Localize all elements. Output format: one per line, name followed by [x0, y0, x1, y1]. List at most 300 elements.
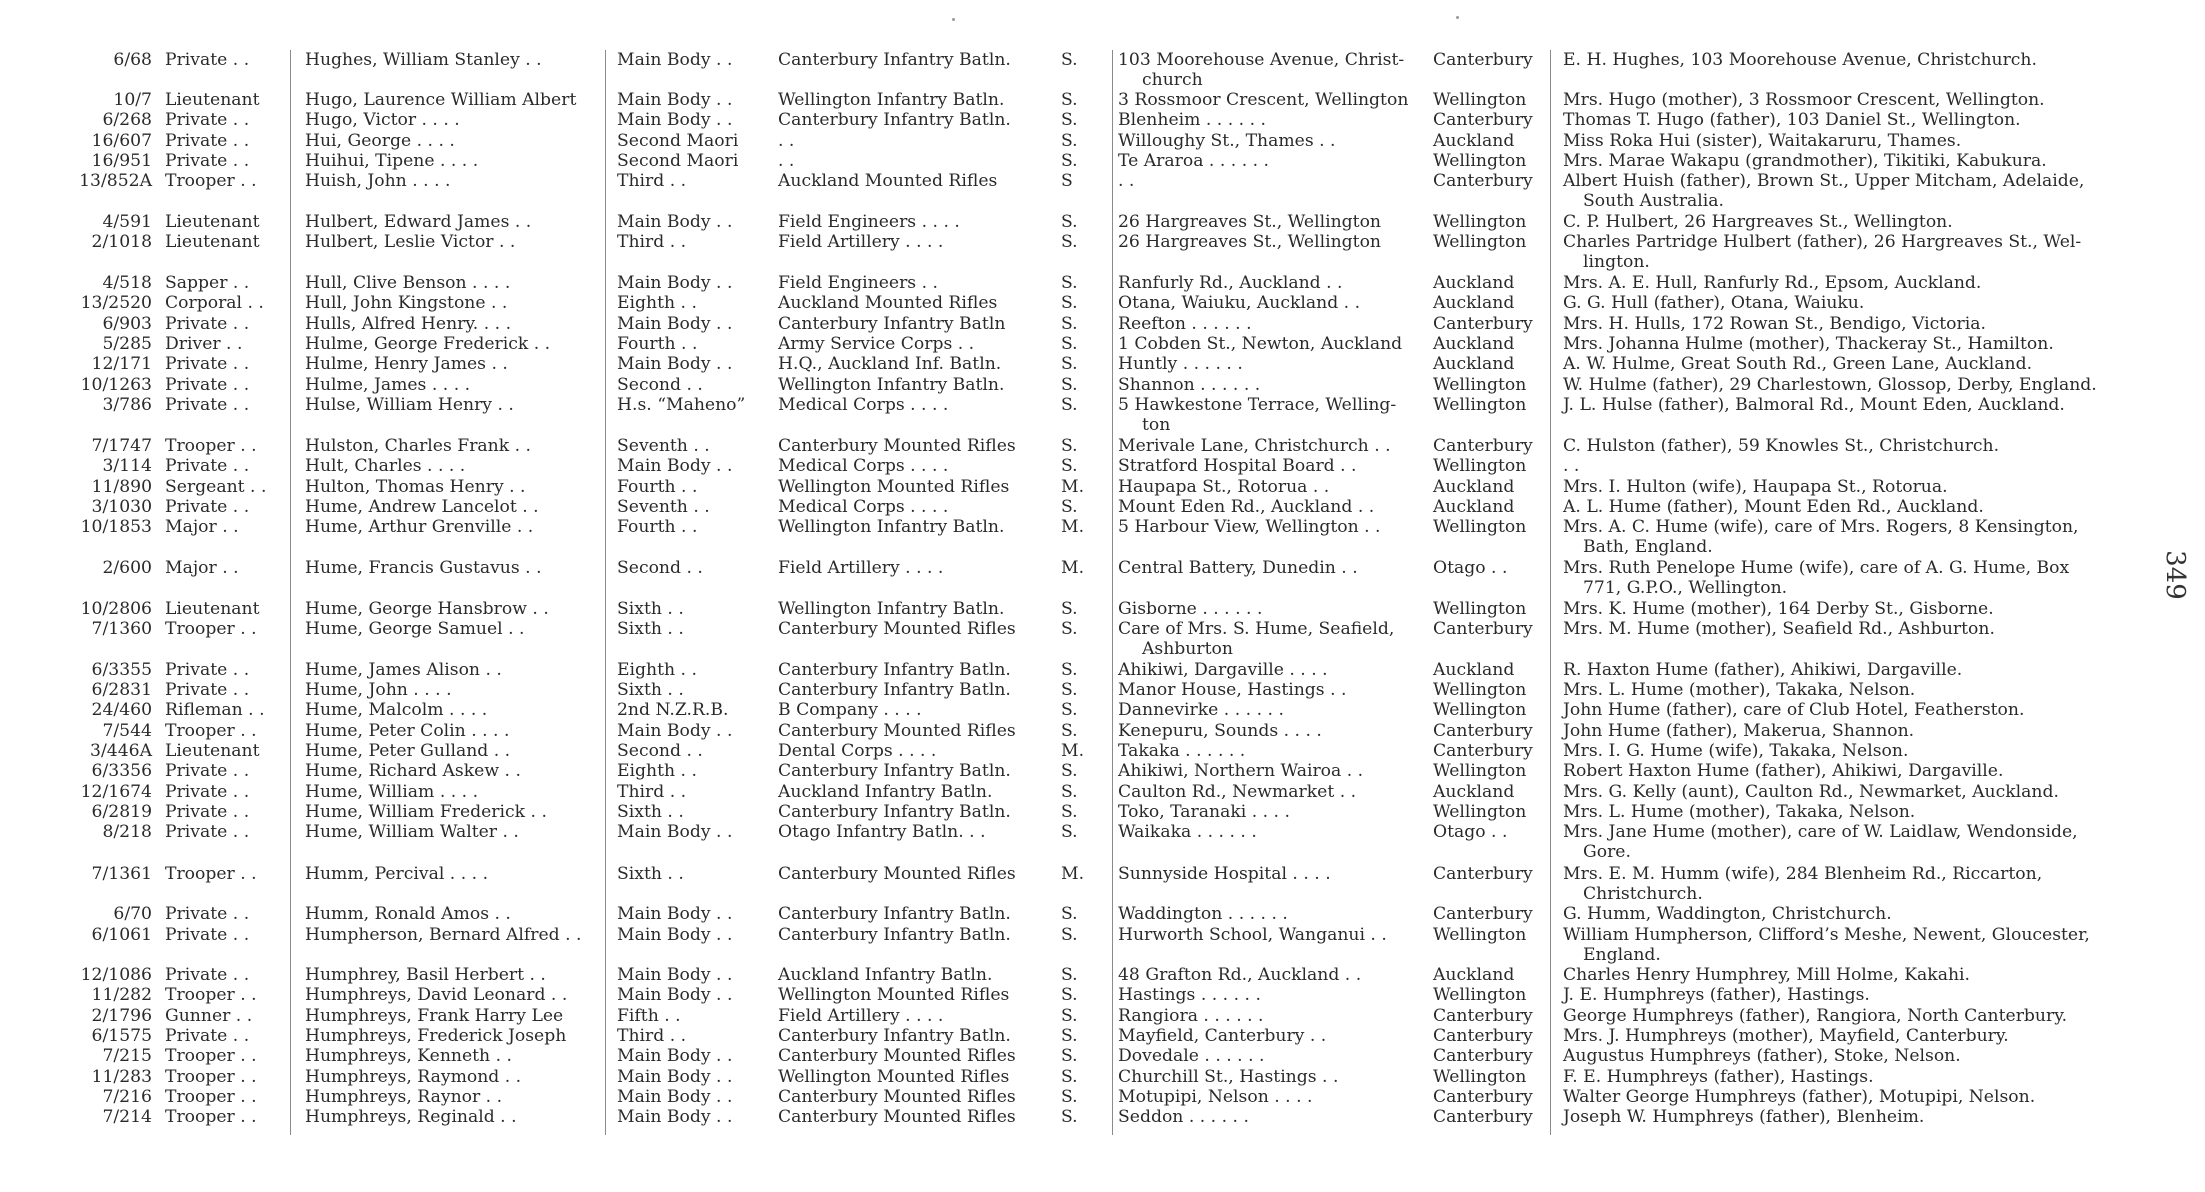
cell-rank: Trooper . .: [165, 985, 257, 1005]
cell-draft: Second . .: [617, 741, 703, 761]
cell-kin: George Humphreys (father), Rangiora, North Canterbury.: [1563, 1006, 2068, 1026]
cell-kin-continued: Gore.: [1583, 842, 1631, 862]
cell-rank: Private . .: [165, 904, 250, 924]
cell-name: Hume, Arthur Grenville . .: [305, 517, 534, 537]
cell-rank: Driver . .: [165, 334, 243, 354]
cell-addr: Ahikiwi, Dargaville . . . .: [1118, 660, 1328, 680]
cell-dist: Wellington: [1433, 232, 1527, 252]
table-row: [0, 680, 2205, 700]
cell-addr: Toko, Taranaki . . . .: [1118, 802, 1290, 822]
cell-kin: John Hume (father), care of Club Hotel, Featherston.: [1563, 700, 2025, 720]
table-row: [0, 334, 2205, 354]
cell-unit: Canterbury Infantry Batln.: [778, 50, 1011, 70]
cell-rank: Private . .: [165, 965, 250, 985]
cell-ms: S.: [1061, 761, 1078, 781]
cell-dist: Auckland: [1433, 477, 1515, 497]
cell-draft: Main Body . .: [617, 273, 733, 293]
cell-addr: Seddon . . . . . .: [1118, 1107, 1249, 1127]
cell-ms: S.: [1061, 90, 1078, 110]
table-row: [0, 660, 2205, 680]
cell-addr: Sunnyside Hospital . . . .: [1118, 864, 1331, 884]
cell-addr: Mount Eden Rd., Auckland . .: [1118, 497, 1375, 517]
table-row: [0, 822, 2205, 862]
cell-draft: Main Body . .: [617, 1107, 733, 1127]
cell-dist: Otago . .: [1433, 558, 1508, 578]
cell-unit: Canterbury Mounted Rifles: [778, 1046, 1016, 1066]
cell-unit: Dental Corps . . . .: [778, 741, 937, 761]
cell-dist: Wellington: [1433, 700, 1527, 720]
cell-ms: S.: [1061, 721, 1078, 741]
cell-draft: Main Body . .: [617, 904, 733, 924]
table-row: [0, 517, 2205, 557]
table-row: [0, 1067, 2205, 1087]
cell-ms: S.: [1061, 1046, 1078, 1066]
cell-dist: Canterbury: [1433, 721, 1533, 741]
cell-name: Hulbert, Leslie Victor . .: [305, 232, 516, 252]
cell-name: Hulbert, Edward James . .: [305, 212, 532, 232]
cell-kin: Mrs. Jane Hume (mother), care of W. Laidlaw, Wendonside,: [1563, 822, 2078, 842]
cell-ms: S.: [1061, 680, 1078, 700]
cell-ms: S.: [1061, 619, 1078, 639]
cell-ms: M.: [1061, 517, 1085, 537]
table-row: [0, 50, 2205, 90]
cell-name: Hugo, Laurence William Albert: [305, 90, 577, 110]
cell-draft: Second Maori: [617, 131, 739, 151]
cell-kin: Mrs. I. Hulton (wife), Haupapa St., Rotorua.: [1563, 477, 1948, 497]
cell-kin: G. G. Hull (father), Otana, Waiuku.: [1563, 293, 1865, 313]
cell-addr: Reefton . . . . . .: [1118, 314, 1252, 334]
cell-addr-continued: church: [1142, 70, 1203, 90]
cell-num: 6/68: [113, 50, 152, 70]
cell-name: Hulme, James . . . .: [305, 375, 471, 395]
cell-kin: Mrs. K. Hume (mother), 164 Derby St., Gisborne.: [1563, 599, 1994, 619]
cell-name: Hull, Clive Benson . . . .: [305, 273, 511, 293]
cell-rank: Trooper . .: [165, 1087, 257, 1107]
cell-ms: M.: [1061, 558, 1085, 578]
cell-ms: S.: [1061, 334, 1078, 354]
cell-addr: 103 Moorehouse Avenue, Christ-: [1118, 50, 1405, 70]
table-row: [0, 212, 2205, 232]
cell-name: Humphreys, Raymond . .: [305, 1067, 522, 1087]
cell-rank: Private . .: [165, 395, 250, 415]
cell-unit: Field Artillery . . . .: [778, 232, 944, 252]
cell-unit: Medical Corps . . . .: [778, 456, 949, 476]
cell-num: 10/1853: [80, 517, 152, 537]
table-row: [0, 864, 2205, 904]
cell-num: 2/1018: [91, 232, 152, 252]
cell-ms: S.: [1061, 802, 1078, 822]
cell-unit: . .: [778, 131, 795, 151]
table-row: [0, 700, 2205, 720]
cell-kin: F. E. Humphreys (father), Hastings.: [1563, 1067, 1874, 1087]
cell-num: 6/1061: [91, 925, 152, 945]
cell-name: Humphreys, Kenneth . .: [305, 1046, 512, 1066]
table-row: [0, 741, 2205, 761]
cell-rank: Private . .: [165, 660, 250, 680]
cell-unit: Canterbury Infantry Batln: [778, 314, 1006, 334]
cell-num: 6/70: [113, 904, 152, 924]
cell-dist: Canterbury: [1433, 171, 1533, 191]
cell-draft: Fourth . .: [617, 517, 698, 537]
cell-dist: Auckland: [1433, 334, 1515, 354]
cell-rank: Major . .: [165, 558, 239, 578]
cell-dist: Wellington: [1433, 985, 1527, 1005]
cell-draft: Seventh . .: [617, 436, 710, 456]
cell-dist: Canterbury: [1433, 436, 1533, 456]
cell-addr: . .: [1118, 171, 1135, 191]
cell-ms: S.: [1061, 131, 1078, 151]
cell-ms: S.: [1061, 660, 1078, 680]
cell-unit: Canterbury Mounted Rifles: [778, 721, 1016, 741]
cell-dist: Canterbury: [1433, 1046, 1533, 1066]
cell-num: 6/903: [102, 314, 152, 334]
cell-kin-continued: England.: [1583, 945, 1661, 965]
cell-kin: Mrs. M. Hume (mother), Seafield Rd., Ashburton.: [1563, 619, 1995, 639]
cell-addr: Dovedale . . . . . .: [1118, 1046, 1265, 1066]
cell-kin: . .: [1563, 456, 1580, 476]
cell-addr: Gisborne . . . . . .: [1118, 599, 1263, 619]
cell-unit: Medical Corps . . . .: [778, 395, 949, 415]
cell-addr: Central Battery, Dunedin . .: [1118, 558, 1358, 578]
table-row: [0, 477, 2205, 497]
cell-name: Humphreys, David Leonard . .: [305, 985, 568, 1005]
cell-addr: Waddington . . . . . .: [1118, 904, 1288, 924]
cell-unit: Canterbury Mounted Rifles: [778, 864, 1016, 884]
cell-name: Hume, William . . . .: [305, 782, 479, 802]
cell-rank: Private . .: [165, 782, 250, 802]
cell-kin: Charles Partridge Hulbert (father), 26 Hargreaves St., Wel-: [1563, 232, 2082, 252]
cell-num: 12/1086: [80, 965, 152, 985]
cell-name: Hull, John Kingstone . .: [305, 293, 508, 313]
cell-kin: Miss Roka Hui (sister), Waitakaruru, Thames.: [1563, 131, 1962, 151]
cell-ms: S.: [1061, 925, 1078, 945]
table-row: [0, 232, 2205, 272]
cell-rank: Private . .: [165, 497, 250, 517]
cell-ms: S: [1061, 171, 1073, 191]
cell-rank: Corporal . .: [165, 293, 264, 313]
cell-addr: 26 Hargreaves St., Wellington: [1118, 232, 1381, 252]
cell-rank: Private . .: [165, 761, 250, 781]
cell-rank: Private . .: [165, 131, 250, 151]
cell-draft: Main Body . .: [617, 965, 733, 985]
cell-addr: Mayfield, Canterbury . .: [1118, 1026, 1327, 1046]
cell-draft: Eighth . .: [617, 761, 697, 781]
cell-num: 7/214: [102, 1107, 152, 1127]
cell-ms: S.: [1061, 456, 1078, 476]
cell-name: Hume, George Samuel . .: [305, 619, 525, 639]
table-row: [0, 375, 2205, 395]
cell-draft: Main Body . .: [617, 1087, 733, 1107]
cell-dist: Otago . .: [1433, 822, 1508, 842]
cell-dist: Canterbury: [1433, 1006, 1533, 1026]
cell-addr: Otana, Waiuku, Auckland . .: [1118, 293, 1361, 313]
table-row: [0, 904, 2205, 924]
cell-rank: Trooper . .: [165, 436, 257, 456]
cell-ms: M.: [1061, 741, 1085, 761]
table-row: [0, 436, 2205, 456]
cell-ms: S.: [1061, 232, 1078, 252]
cell-kin: Joseph W. Humphreys (father), Blenheim.: [1563, 1107, 1925, 1127]
cell-draft: Second . .: [617, 558, 703, 578]
cell-addr: Stratford Hospital Board . .: [1118, 456, 1357, 476]
cell-name: Humphreys, Frederick Joseph: [305, 1026, 567, 1046]
cell-kin: Mrs. Marae Wakapu (grandmother), Tikitiki, Kabukura.: [1563, 151, 2047, 171]
speck: [1456, 16, 1459, 19]
cell-ms: S.: [1061, 1006, 1078, 1026]
cell-unit: Wellington Mounted Rifles: [778, 985, 1010, 1005]
cell-addr: 3 Rossmoor Crescent, Wellington: [1118, 90, 1409, 110]
cell-addr: Blenheim . . . . . .: [1118, 110, 1266, 130]
cell-draft: Eighth . .: [617, 293, 697, 313]
speck: [952, 18, 955, 21]
cell-rank: Private . .: [165, 151, 250, 171]
cell-kin: C. Hulston (father), 59 Knowles St., Christchurch.: [1563, 436, 2000, 456]
cell-rank: Trooper . .: [165, 721, 257, 741]
cell-kin: Mrs. A. C. Hume (wife), care of Mrs. Rogers, 8 Kensington,: [1563, 517, 2079, 537]
cell-num: 3/1030: [91, 497, 152, 517]
cell-unit: H.Q., Auckland Inf. Batln.: [778, 354, 1002, 374]
cell-rank: Private . .: [165, 802, 250, 822]
cell-name: Hume, William Frederick . .: [305, 802, 547, 822]
cell-draft: Main Body . .: [617, 1067, 733, 1087]
table-row: [0, 110, 2205, 130]
cell-dist: Canterbury: [1433, 110, 1533, 130]
cell-num: 13/2520: [80, 293, 152, 313]
cell-rank: Lieutenant: [165, 232, 260, 252]
cell-num: 7/215: [102, 1046, 152, 1066]
cell-ms: S.: [1061, 1026, 1078, 1046]
cell-unit: Field Artillery . . . .: [778, 1006, 944, 1026]
cell-draft: Main Body . .: [617, 110, 733, 130]
cell-addr: Te Araroa . . . . . .: [1118, 151, 1270, 171]
cell-name: Huihui, Tipene . . . .: [305, 151, 479, 171]
cell-ms: S.: [1061, 273, 1078, 293]
cell-addr: Manor House, Hastings . .: [1118, 680, 1347, 700]
cell-kin: G. Humm, Waddington, Christchurch.: [1563, 904, 1892, 924]
cell-dist: Auckland: [1433, 354, 1515, 374]
cell-num: 7/544: [102, 721, 152, 741]
cell-kin: Robert Haxton Hume (father), Ahikiwi, Dargaville.: [1563, 761, 2004, 781]
cell-unit: Auckland Mounted Rifles: [778, 293, 998, 313]
cell-addr: Churchill St., Hastings . .: [1118, 1067, 1339, 1087]
table-row: [0, 497, 2205, 517]
table-row: [0, 1087, 2205, 1107]
cell-ms: M.: [1061, 477, 1085, 497]
cell-name: Hui, George . . . .: [305, 131, 455, 151]
cell-rank: Private . .: [165, 1026, 250, 1046]
cell-dist: Wellington: [1433, 375, 1527, 395]
cell-rank: Lieutenant: [165, 90, 260, 110]
cell-dist: Wellington: [1433, 1067, 1527, 1087]
cell-dist: Auckland: [1433, 782, 1515, 802]
cell-addr: 5 Hawkestone Terrace, Welling-: [1118, 395, 1397, 415]
cell-draft: Seventh . .: [617, 497, 710, 517]
cell-ms: S.: [1061, 110, 1078, 130]
table-row: [0, 782, 2205, 802]
cell-addr: 48 Grafton Rd., Auckland . .: [1118, 965, 1362, 985]
cell-unit: Army Service Corps . .: [778, 334, 975, 354]
cell-ms: S.: [1061, 1107, 1078, 1127]
cell-draft: Sixth . .: [617, 864, 684, 884]
cell-unit: Wellington Mounted Rifles: [778, 477, 1010, 497]
cell-draft: Main Body . .: [617, 985, 733, 1005]
cell-ms: S.: [1061, 599, 1078, 619]
cell-draft: Main Body . .: [617, 314, 733, 334]
cell-num: 7/1360: [91, 619, 152, 639]
cell-draft: 2nd N.Z.R.B.: [617, 700, 729, 720]
cell-num: 10/7: [113, 90, 152, 110]
cell-rank: Private . .: [165, 456, 250, 476]
cell-kin: Mrs. Johanna Hulme (mother), Thackeray St., Hamilton.: [1563, 334, 2054, 354]
cell-addr-continued: ton: [1142, 415, 1171, 435]
cell-rank: Sapper . .: [165, 273, 250, 293]
cell-ms: S.: [1061, 212, 1078, 232]
table-row: [0, 314, 2205, 334]
cell-num: 6/2831: [91, 680, 152, 700]
cell-draft: Second Maori: [617, 151, 739, 171]
table-row: [0, 131, 2205, 151]
cell-name: Hulme, Henry James . .: [305, 354, 508, 374]
cell-draft: Main Body . .: [617, 721, 733, 741]
cell-unit: Canterbury Infantry Batln.: [778, 761, 1011, 781]
cell-kin: Charles Henry Humphrey, Mill Holme, Kakahi.: [1563, 965, 1970, 985]
cell-dist: Auckland: [1433, 293, 1515, 313]
cell-draft: Third . .: [617, 782, 687, 802]
cell-kin: Mrs. J. Humphreys (mother), Mayfield, Canterbury.: [1563, 1026, 2009, 1046]
cell-name: Hume, Malcolm . . . .: [305, 700, 488, 720]
cell-name: Hume, James Alison . .: [305, 660, 502, 680]
cell-unit: Canterbury Mounted Rifles: [778, 619, 1016, 639]
cell-dist: Canterbury: [1433, 1107, 1533, 1127]
cell-addr-continued: Ashburton: [1142, 639, 1233, 659]
cell-kin: J. E. Humphreys (father), Hastings.: [1563, 985, 1870, 1005]
cell-name: Humphrey, Basil Herbert . .: [305, 965, 546, 985]
table-row: [0, 965, 2205, 985]
cell-addr: 1 Cobden St., Newton, Auckland: [1118, 334, 1403, 354]
cell-rank: Private . .: [165, 925, 250, 945]
cell-ms: S.: [1061, 985, 1078, 1005]
table-row: [0, 151, 2205, 171]
cell-unit: Canterbury Mounted Rifles: [778, 1107, 1016, 1127]
table-row: [0, 354, 2205, 374]
cell-rank: Lieutenant: [165, 212, 260, 232]
cell-num: 16/607: [91, 131, 152, 151]
cell-draft: Main Body . .: [617, 456, 733, 476]
cell-name: Humphreys, Raynor . .: [305, 1087, 503, 1107]
cell-draft: Main Body . .: [617, 90, 733, 110]
cell-rank: Private . .: [165, 110, 250, 130]
cell-ms: S.: [1061, 395, 1078, 415]
cell-ms: S.: [1061, 436, 1078, 456]
cell-dist: Wellington: [1433, 151, 1527, 171]
table-row: [0, 761, 2205, 781]
cell-num: 11/890: [91, 477, 152, 497]
cell-kin: E. H. Hughes, 103 Moorehouse Avenue, Christchurch.: [1563, 50, 2037, 70]
cell-dist: Canterbury: [1433, 619, 1533, 639]
cell-ms: S.: [1061, 293, 1078, 313]
table-row: [0, 171, 2205, 211]
cell-addr: 5 Harbour View, Wellington . .: [1118, 517, 1381, 537]
cell-kin: Mrs. G. Kelly (aunt), Caulton Rd., Newmarket, Auckland.: [1563, 782, 2059, 802]
cell-addr: Ranfurly Rd., Auckland . .: [1118, 273, 1343, 293]
cell-num: 4/518: [102, 273, 152, 293]
cell-addr: Hastings . . . . . .: [1118, 985, 1261, 1005]
cell-dist: Canterbury: [1433, 904, 1533, 924]
cell-kin: Thomas T. Hugo (father), 103 Daniel St., Wellington.: [1563, 110, 2021, 130]
cell-name: Hume, Francis Gustavus . .: [305, 558, 542, 578]
cell-num: 11/283: [91, 1067, 152, 1087]
cell-rank: Trooper . .: [165, 1107, 257, 1127]
cell-num: 7/216: [102, 1087, 152, 1107]
cell-ms: S.: [1061, 354, 1078, 374]
cell-kin: R. Haxton Hume (father), Ahikiwi, Dargaville.: [1563, 660, 1963, 680]
cell-name: Humm, Ronald Amos . .: [305, 904, 511, 924]
cell-unit: Field Engineers . . . .: [778, 212, 960, 232]
cell-ms: S.: [1061, 375, 1078, 395]
cell-name: Humphreys, Frank Harry Lee: [305, 1006, 564, 1026]
cell-unit: Wellington Mounted Rifles: [778, 1067, 1010, 1087]
cell-name: Hume, Peter Colin . . . .: [305, 721, 510, 741]
cell-draft: Fourth . .: [617, 477, 698, 497]
cell-draft: Main Body . .: [617, 1046, 733, 1066]
cell-ms: S.: [1061, 965, 1078, 985]
cell-unit: Canterbury Infantry Batln.: [778, 925, 1011, 945]
cell-unit: Canterbury Infantry Batln.: [778, 680, 1011, 700]
cell-kin-continued: South Australia.: [1583, 191, 1725, 211]
cell-num: 5/285: [102, 334, 152, 354]
table-row: [0, 925, 2205, 965]
cell-unit: Canterbury Mounted Rifles: [778, 436, 1016, 456]
page-number: 349: [2159, 550, 2190, 600]
cell-name: Hume, Richard Askew . .: [305, 761, 521, 781]
cell-unit: Canterbury Infantry Batln.: [778, 904, 1011, 924]
cell-addr: Huntly . . . . . .: [1118, 354, 1243, 374]
cell-ms: S.: [1061, 151, 1078, 171]
cell-rank: Private . .: [165, 50, 250, 70]
cell-ms: S.: [1061, 1067, 1078, 1087]
cell-kin: Mrs. H. Hulls, 172 Rowan St., Bendigo, Victoria.: [1563, 314, 1986, 334]
cell-draft: Main Body . .: [617, 925, 733, 945]
cell-unit: B Company . . . .: [778, 700, 922, 720]
cell-num: 4/591: [102, 212, 152, 232]
cell-draft: H.s. “Maheno”: [617, 395, 746, 415]
cell-kin: Mrs. I. G. Hume (wife), Takaka, Nelson.: [1563, 741, 1909, 761]
table-row: [0, 599, 2205, 619]
cell-draft: Third . .: [617, 171, 687, 191]
cell-addr: Caulton Rd., Newmarket . .: [1118, 782, 1357, 802]
cell-num: 3/446A: [90, 741, 152, 761]
cell-unit: Medical Corps . . . .: [778, 497, 949, 517]
cell-addr: 26 Hargreaves St., Wellington: [1118, 212, 1381, 232]
cell-unit: Wellington Infantry Batln.: [778, 90, 1005, 110]
cell-ms: S.: [1061, 904, 1078, 924]
table-row: [0, 1006, 2205, 1026]
cell-kin-continued: Christchurch.: [1583, 884, 1703, 904]
cell-addr: Kenepuru, Sounds . . . .: [1118, 721, 1322, 741]
cell-name: Hume, George Hansbrow . .: [305, 599, 549, 619]
cell-name: Hume, William Walter . .: [305, 822, 519, 842]
cell-draft: Second . .: [617, 375, 703, 395]
table-row: [0, 273, 2205, 293]
cell-dist: Canterbury: [1433, 1087, 1533, 1107]
cell-kin: J. L. Hulse (father), Balmoral Rd., Mount Eden, Auckland.: [1563, 395, 2065, 415]
cell-num: 10/1263: [80, 375, 152, 395]
table-row: [0, 619, 2205, 659]
cell-name: Hulme, George Frederick . .: [305, 334, 551, 354]
cell-draft: Third . .: [617, 1026, 687, 1046]
cell-rank: Trooper . .: [165, 171, 257, 191]
cell-rank: Private . .: [165, 822, 250, 842]
